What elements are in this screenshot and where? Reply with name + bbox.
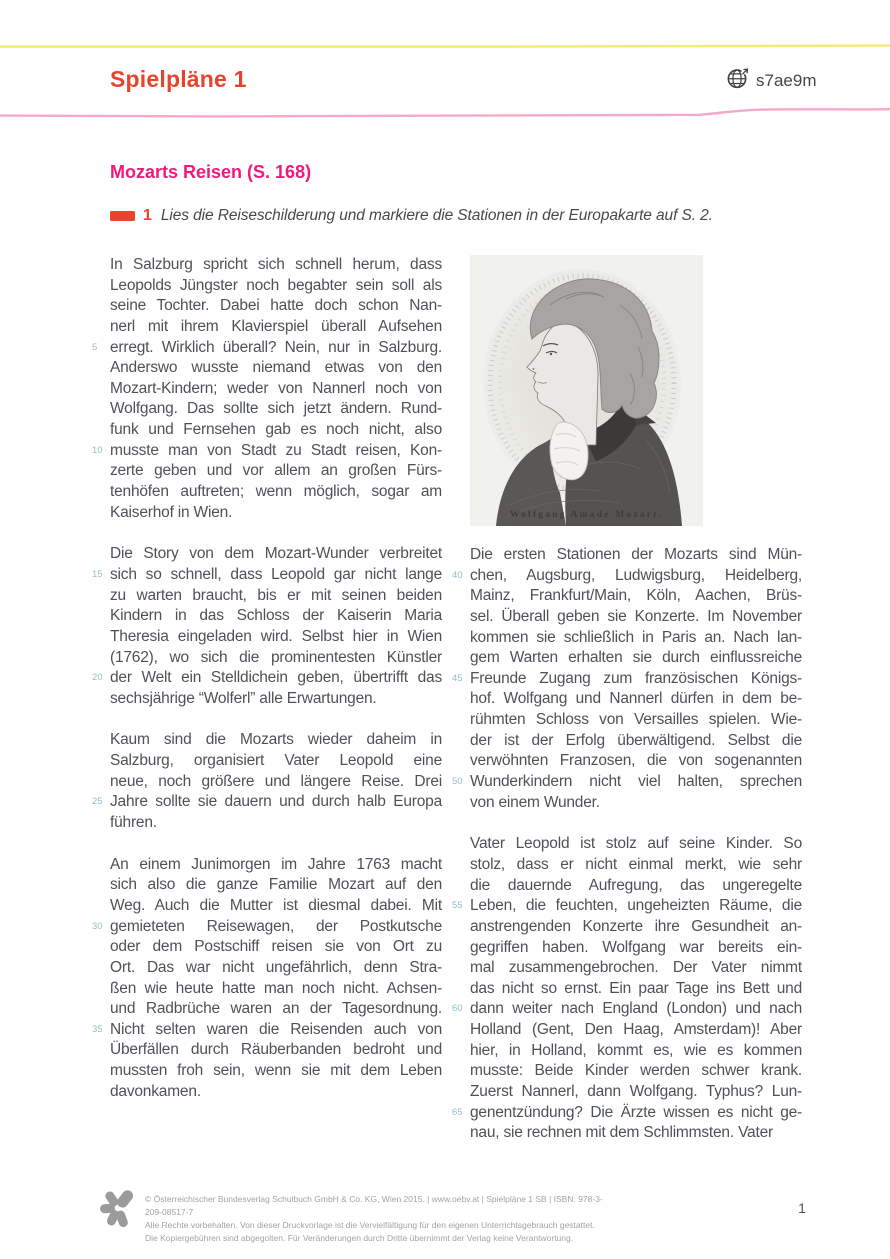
task-marker-icon: [110, 211, 135, 221]
text-line: Vater Leopold ist stolz auf seine Kinder. So: [470, 835, 802, 853]
text-line: 35 Nicht selten waren die Reisenden auch von: [110, 1020, 442, 1041]
text-line: 40 chen, Augsburg, Ludwigsburg, Heidelberg,: [470, 566, 802, 587]
text-line: 15 sich so schnell, dass Leopold gar nicht lange: [110, 565, 442, 586]
paragraph: [452, 545, 802, 813]
text-line: nerl mit ihrem Klavierspiel überall Aufsehen: [110, 317, 442, 335]
paragraph: [92, 544, 442, 709]
pink-rule: [0, 109, 890, 116]
line-number: 50: [452, 776, 463, 788]
article-right-wrap: [452, 255, 802, 1165]
text-line: zu warten braucht, bis er mit seinen beiden: [110, 586, 442, 604]
article: [92, 255, 802, 1165]
section-title: Mozarts Reisen (S. 168): [110, 162, 312, 182]
text-line: 50 Wunderkindern nicht viel halten, sprechen: [470, 772, 802, 793]
text-line: neue, noch größere und längere Reise. Drei: [110, 772, 442, 790]
paragraph: [92, 855, 442, 1103]
text-line: nau, sie rechnen mit dem Schlimmsten. Vater: [470, 1124, 773, 1142]
text-line: 55 Leben, die feuchten, ungeheizten Räume, die: [470, 896, 802, 917]
text-line: (1762), wo sich die prominentesten Künstler: [110, 648, 442, 666]
line-number: 65: [452, 1106, 463, 1118]
text-line: 45 Freunde Zugang zum französischen Königs-: [470, 669, 802, 690]
mozart-portrait-engraving: [470, 255, 703, 526]
text-line: 60 dann weiter nach England (London) und nach: [470, 999, 802, 1020]
text-line: Mozart-Kindern; weder von Nannerl noch von: [110, 379, 442, 397]
article-column-right: [452, 545, 802, 1144]
text-line: hof. Wolfgang und Nannerl dürfen in dem be-: [470, 690, 802, 708]
line-number: 45: [452, 672, 463, 684]
text-line: das nicht so ernst. Ein paar Tage ins Bett und: [470, 979, 802, 997]
text-line: sechsjährige “Wolferl” alle Erwartungen.: [110, 689, 377, 707]
text-line: 65 genentzündung? Die Ärzte wissen es nicht ge-: [470, 1103, 802, 1124]
task-instruction: Lies die Reiseschilderung und markiere die Stationen in der Europakarte auf S. 2.: [160, 207, 713, 224]
line-number: 40: [452, 569, 463, 581]
text-line: oder dem Postschiff reisen sie von Ort zu: [110, 938, 442, 956]
text-line: führen.: [110, 814, 157, 832]
text-line: die dauernde Aufregung, das ungeregelte: [470, 876, 802, 894]
text-line: Zuerst Nannerl, dann Wolfgang. Typhus? Lun-: [470, 1083, 802, 1101]
text-line: seine Tochter. Dabei hatte doch schon Nan-: [110, 297, 442, 315]
text-line: Weg. Auch die Mutter ist diesmal dabei. Mit: [110, 896, 442, 914]
paragraph: [92, 255, 442, 523]
text-line: von einem Wunder.: [470, 793, 600, 811]
oebv-logo-icon: [99, 1185, 139, 1236]
text-line: mal zusammengebrochen. Der Vater nimmt: [470, 959, 802, 977]
line-number: 30: [92, 920, 103, 932]
text-line: tenhöfen auftreten; wenn möglich, sogar am: [110, 483, 442, 501]
page-number: 1: [798, 1200, 806, 1216]
text-line: anstrengenden Konzerte ihre Gesundheit an-: [470, 917, 802, 935]
text-line: Holland (Gent, Den Haag, Amsterdam)! Aber: [470, 1021, 802, 1039]
text-line: Die Story von dem Mozart-Wunder verbreitet: [110, 545, 442, 563]
text-line: gem Warten erhalten sie durch einflussreiche: [470, 649, 802, 667]
text-line: kommen sie schließlich in Paris an. Nach lan-: [470, 628, 802, 646]
text-line: Leopolds Jüngster noch begabter sein soll als: [110, 276, 442, 294]
text-line: sich also die ganze Familie Mozart auf den: [110, 876, 442, 894]
text-line: Mainz, Frankfurt/Main, Köln, Aachen, Brüs-: [470, 587, 802, 605]
line-number: 25: [92, 796, 103, 808]
text-line: gegriffen haben. Wolfgang war bereits ein-: [470, 938, 802, 956]
text-line: hier, in Holland, kommt es, wie es kommen: [470, 1041, 802, 1059]
page-title: Spielpläne 1: [110, 66, 247, 92]
text-line: 5 erregt. Wirklich überall? Nein, nur in Salzburg.: [110, 338, 442, 359]
text-line: 10 musste man von Stadt zu Stadt reisen, Kon-: [110, 441, 442, 462]
online-code-label: s7ae9m: [756, 71, 817, 90]
text-line: Kindern in das Schloss der Kaiserin Maria: [110, 607, 442, 625]
paragraph: [92, 730, 442, 833]
line-number: 55: [452, 900, 463, 912]
text-line: 30 gemieteten Reisewagen, der Postkutsche: [110, 917, 442, 938]
line-number: 60: [452, 1003, 463, 1015]
text-line: Überfällen durch Räuberbanden bedroht und: [110, 1041, 442, 1059]
text-line: musste: Beide Kinder werden schwer krank.: [470, 1062, 802, 1080]
task-number: 1: [143, 207, 152, 224]
text-line: Die ersten Stationen der Mozarts sind Mün-: [470, 546, 802, 563]
text-line: Ort. Das war nicht ungefährlich, denn Stra-: [110, 958, 442, 976]
article-column-left: [92, 255, 442, 1165]
imprint-line: © Österreichischer Bundesverlag Schulbuch GmbH & Co. KG, Wien 2015. | www.oebv.at | Spielpläne 1 SB | ISBN: 978-3-209-08517-7: [145, 1194, 603, 1217]
text-line: und Radbrüche waren an der Tagesordnung.: [110, 1000, 442, 1018]
text-line: An einem Junimorgen im Jahre 1763 macht: [110, 855, 442, 873]
text-line: Anderswo wusste niemand etwas von den: [110, 359, 442, 377]
text-line: mussten froh sein, wenn sie mit dem Leben: [110, 1062, 442, 1080]
task-row: [110, 206, 810, 226]
text-line: ßen wie heute hatte man noch nicht. Achsen-: [110, 979, 442, 997]
line-number: 5: [92, 341, 98, 353]
mozart-portrait-figure: [470, 255, 703, 526]
yellow-rule: [0, 46, 890, 47]
line-number: 10: [92, 444, 103, 456]
text-line: sel. Überall geben sie Konzerte. Im November: [470, 607, 802, 625]
imprint: [145, 1193, 615, 1245]
text-line: rühmten Schloss von Versailles spielen. Wie-: [470, 711, 802, 729]
globe-icon: [726, 67, 749, 95]
text-line: Wolfgang. Das sollte sich jetzt ändern. Rund-: [110, 400, 442, 418]
text-line: zerte geben und vor allem an großen Fürs-: [110, 462, 442, 480]
line-number: 20: [92, 672, 103, 684]
text-line: Theresia eingeladen wird. Selbst hier in Wien: [110, 627, 442, 645]
text-line: stolz, dass er nicht einmal merkt, wie sehr: [470, 855, 802, 873]
figure-caption: Wolfgang Amade Mozart.: [509, 510, 664, 520]
line-number: 35: [92, 1023, 103, 1035]
text-line: funk und Fernsehen gab es noch nicht, also: [110, 421, 442, 439]
text-line: der ist der Erfolg überwältigend. Selbst die: [470, 731, 802, 749]
text-line: Kaum sind die Mozarts wieder daheim in: [110, 731, 442, 749]
paragraph: [452, 834, 802, 1144]
text-line: Kaiserhof in Wien.: [110, 503, 233, 521]
imprint-line: Die Kopiergebühren sind abgegolten. Für Veränderungen durch Dritte übernimmt der Verlag keine Verantwortung.: [145, 1233, 574, 1243]
imprint-line: Alle Rechte vorbehalten. Von dieser Druckvorlage ist die Vervielfältigung für den eigenen Unterrichtsgebrauch gestattet.: [145, 1220, 595, 1230]
text-line: 25 Jahre sollte sie dauern und durch halb Europa: [110, 792, 442, 813]
line-number: 15: [92, 568, 103, 580]
text-line: In Salzburg spricht sich schnell herum, dass: [110, 256, 442, 273]
text-line: 20 der Welt ein Stelldichein geben, übertrifft das: [110, 668, 442, 689]
text-line: verwöhnten Franzosen, die von sogenannten: [470, 752, 802, 770]
online-code[interactable]: [726, 67, 816, 95]
text-line: davonkamen.: [110, 1082, 201, 1100]
text-line: Salzburg, organisiert Vater Leopold eine: [110, 752, 442, 770]
